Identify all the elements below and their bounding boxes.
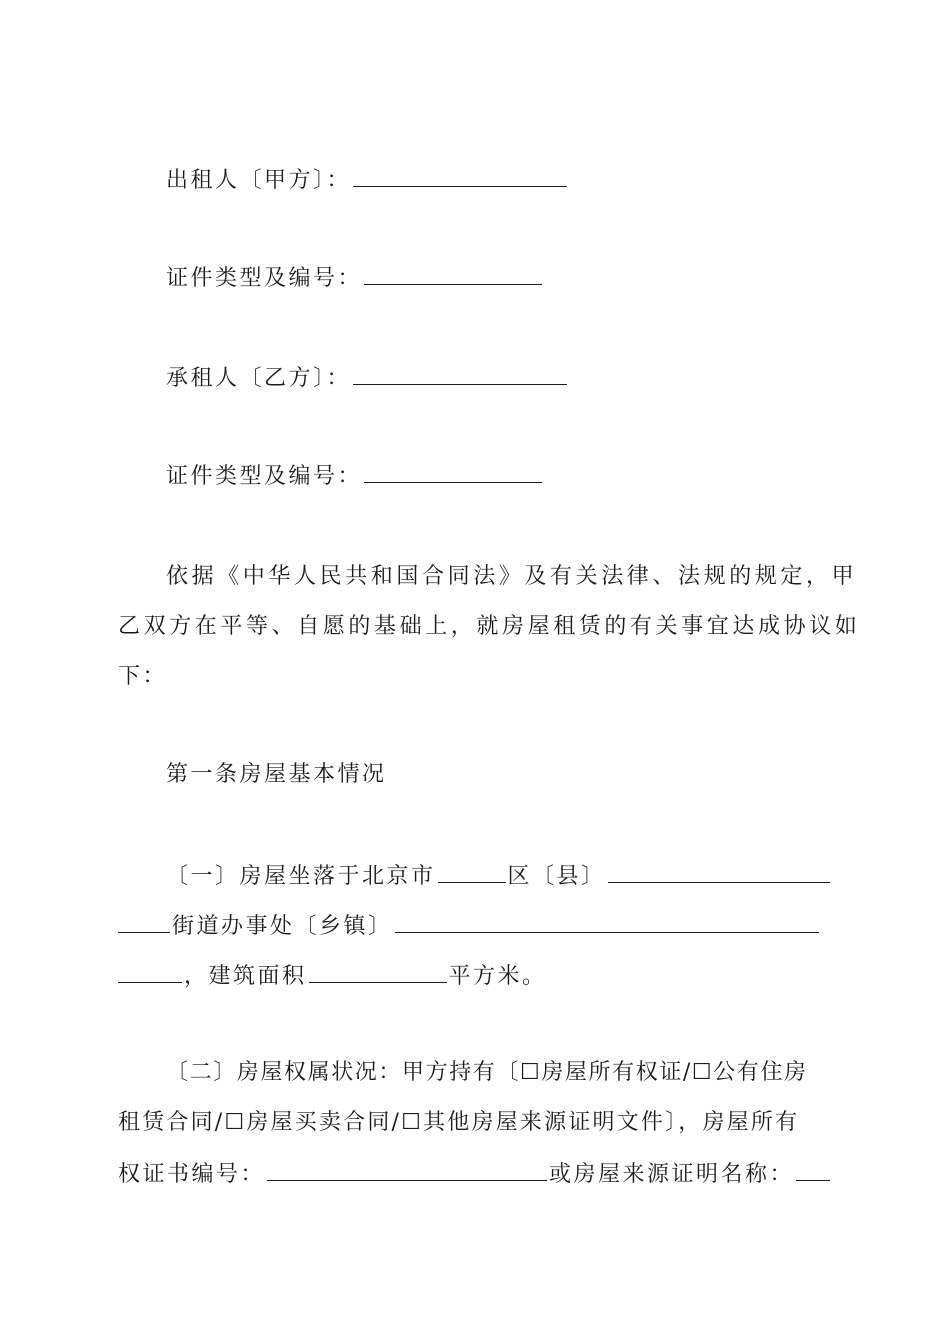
lessee-id-blank[interactable] bbox=[364, 460, 542, 483]
lessee-line bbox=[166, 362, 886, 394]
lessor-id-blank[interactable] bbox=[364, 262, 542, 285]
lessor-line bbox=[166, 164, 886, 196]
clause-2-line-2: 租赁合同/☐房屋买卖合同/☐其他房屋来源证明文件〕，房屋所有 bbox=[118, 1110, 800, 1135]
clause-1-text-b: 区〔县〕 bbox=[507, 864, 606, 889]
lessee-blank[interactable] bbox=[353, 362, 567, 385]
clause-2-line-3 bbox=[118, 1158, 838, 1190]
lessor-blank[interactable] bbox=[353, 164, 567, 187]
clause-1-text-e: 平方米。 bbox=[448, 964, 547, 989]
district-blank[interactable] bbox=[438, 860, 506, 883]
clause-1-line-3 bbox=[118, 960, 838, 992]
clause-1-line-2 bbox=[118, 910, 838, 942]
lessee-id-label: 证件类型及编号： bbox=[166, 464, 363, 489]
address-blank[interactable] bbox=[118, 960, 182, 983]
clause-1-text-c: 街道办事处〔乡镇〕 bbox=[172, 914, 393, 939]
preamble-line-3: 下： bbox=[118, 664, 168, 689]
clause-2-line-1: 〔二〕房屋权属状况：甲方持有〔☐房屋所有权证/☐公有住房 bbox=[166, 1060, 808, 1085]
lessee-label: 承租人〔乙方〕： bbox=[166, 366, 352, 391]
clause-2-text-b: 或房屋来源证明名称： bbox=[549, 1162, 795, 1187]
certificate-number-blank[interactable] bbox=[267, 1158, 547, 1181]
lessor-id-line bbox=[166, 262, 886, 294]
preamble-line-2: 乙双方在平等、自愿的基础上，就房屋租赁的有关事宜达成协议如 bbox=[118, 614, 861, 639]
clause-2-text-a: 权证书编号： bbox=[118, 1162, 266, 1187]
source-name-blank[interactable] bbox=[796, 1158, 830, 1181]
clause-1-line-1 bbox=[166, 860, 886, 892]
clause-1-text-a: 〔一〕房屋坐落于北京市 bbox=[166, 864, 436, 889]
area-blank[interactable] bbox=[309, 960, 447, 983]
lessor-id-label: 证件类型及编号： bbox=[166, 266, 363, 291]
preamble-line-1: 依据《中华人民共和国合同法》及有关法律、法规的规定，甲 bbox=[166, 564, 858, 589]
article-1-title: 第一条房屋基本情况 bbox=[166, 762, 387, 787]
county-blank[interactable] bbox=[608, 860, 830, 883]
lessee-id-line bbox=[166, 460, 886, 492]
street-blank[interactable] bbox=[118, 910, 170, 933]
lessor-label: 出租人〔甲方〕： bbox=[166, 168, 352, 193]
township-blank[interactable] bbox=[395, 910, 819, 933]
clause-1-text-d: ，建筑面积 bbox=[184, 964, 307, 989]
